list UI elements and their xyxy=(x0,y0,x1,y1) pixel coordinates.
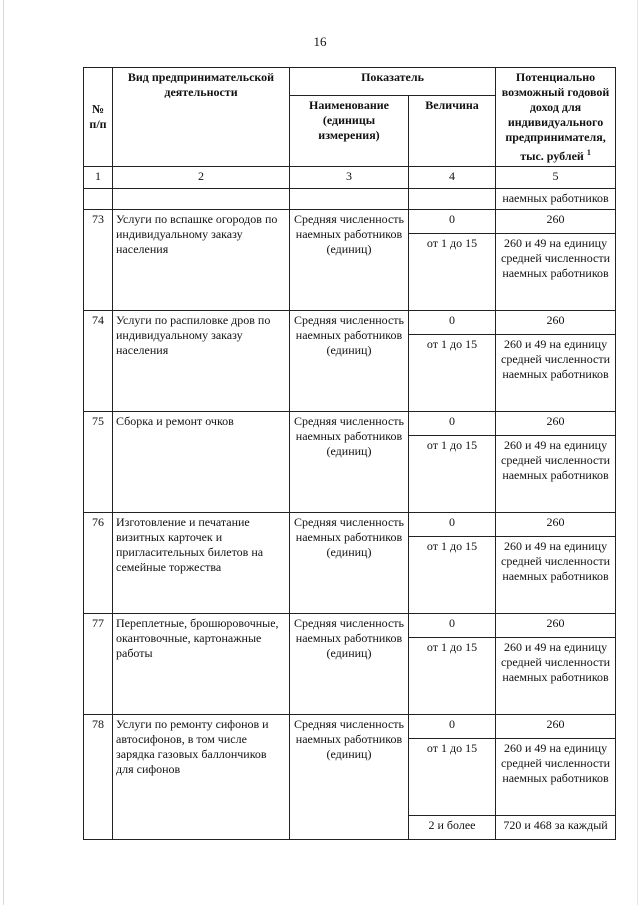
continuation-row xyxy=(84,189,616,210)
continuation-income: наемных работников xyxy=(496,189,616,210)
activity-type: Услуги по распиловке дров по индивидуальному заказу населения xyxy=(113,311,290,412)
row-number: 78 xyxy=(84,715,113,840)
activity-type: Услуги по вспашке огородов по индивидуальному заказу населения xyxy=(113,210,290,311)
potential-income: 260 и 49 на единицу средней численности наемных работников xyxy=(496,638,616,715)
indicator-name: Средняя численность наемных работников (единиц) xyxy=(290,210,409,311)
row-number: 74 xyxy=(84,311,113,412)
potential-income: 260 и 49 на единицу средней численности наемных работников xyxy=(496,436,616,513)
potential-income: 260 xyxy=(496,210,616,234)
column-number: 5 xyxy=(496,167,616,189)
scan-edge-left xyxy=(3,0,4,905)
indicator-value: 2 и более xyxy=(409,816,496,840)
column-numbers-row xyxy=(84,167,616,189)
potential-income: 720 и 468 за каждый xyxy=(496,816,616,840)
indicator-value: от 1 до 15 xyxy=(409,739,496,816)
activity-type: Изготовление и печатание визитных карточек и пригласительных билетов на семейные торжества xyxy=(113,513,290,614)
column-number: 3 xyxy=(290,167,409,189)
potential-income: 260 и 49 на единицу средней численности наемных работников xyxy=(496,537,616,614)
activity-type: Переплетные, брошюровочные, окантовочные, картонажные работы xyxy=(113,614,290,715)
header-indicator-name: Наименование (единицы измерения) xyxy=(290,96,409,167)
footnote-marker: 1 xyxy=(586,148,591,157)
indicator-value: от 1 до 15 xyxy=(409,335,496,412)
indicator-name: Средняя численность наемных работников (единиц) xyxy=(290,412,409,513)
potential-income: 260 и 49 на единицу средней численности наемных работников xyxy=(496,739,616,816)
indicator-value: от 1 до 15 xyxy=(409,638,496,715)
income-table xyxy=(83,67,616,840)
potential-income: 260 и 49 на единицу средней численности наемных работников xyxy=(496,234,616,311)
column-number: 4 xyxy=(409,167,496,189)
activity-type: Сборка и ремонт очков xyxy=(113,412,290,513)
row-number: 77 xyxy=(84,614,113,715)
potential-income: 260 xyxy=(496,412,616,436)
row-number: 75 xyxy=(84,412,113,513)
potential-income: 260 xyxy=(496,513,616,537)
potential-income: 260 и 49 на единицу средней численности наемных работников xyxy=(496,335,616,412)
table-row xyxy=(84,311,616,335)
indicator-name: Средняя численность наемных работников (единиц) xyxy=(290,614,409,715)
indicator-value: 0 xyxy=(409,715,496,739)
indicator-value: от 1 до 15 xyxy=(409,436,496,513)
potential-income: 260 xyxy=(496,614,616,638)
header-indicator-value: Величина xyxy=(409,96,496,167)
indicator-value: 0 xyxy=(409,614,496,638)
indicator-name: Средняя численность наемных работников (единиц) xyxy=(290,311,409,412)
indicator-value: от 1 до 15 xyxy=(409,537,496,614)
indicator-value: 0 xyxy=(409,210,496,234)
indicator-name: Средняя численность наемных работников (единиц) xyxy=(290,513,409,614)
indicator-name: Средняя численность наемных работников (единиц) xyxy=(290,715,409,840)
header-indicator-group: Показатель xyxy=(290,68,496,96)
column-number: 2 xyxy=(113,167,290,189)
table-row xyxy=(84,715,616,739)
indicator-value: от 1 до 15 xyxy=(409,234,496,311)
header-num: № п/п xyxy=(84,68,113,167)
row-number: 76 xyxy=(84,513,113,614)
activity-type: Услуги по ремонту сифонов и автосифонов, в том числе зарядка газовых баллончиков для сифонов xyxy=(113,715,290,840)
header-income: Потенциально возможный годовой доход для индивидуального предпринимателя, тыс. рублей $^1$ xyxy=(496,68,616,167)
potential-income: 260 xyxy=(496,311,616,335)
indicator-value: 0 xyxy=(409,513,496,537)
column-number: 1 xyxy=(84,167,113,189)
potential-income: 260 xyxy=(496,715,616,739)
header-activity: Вид предпринимательской деятельности xyxy=(113,68,290,167)
table-row xyxy=(84,513,616,537)
table-row xyxy=(84,210,616,234)
row-number: 73 xyxy=(84,210,113,311)
indicator-value: 0 xyxy=(409,311,496,335)
indicator-value: 0 xyxy=(409,412,496,436)
table-row xyxy=(84,614,616,638)
scan-edge-right xyxy=(637,0,638,905)
table-row xyxy=(84,412,616,436)
page-number: 16 xyxy=(313,34,327,49)
